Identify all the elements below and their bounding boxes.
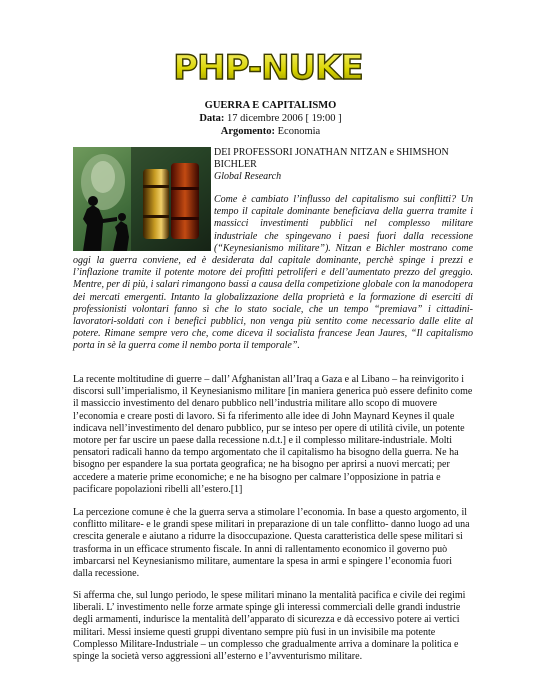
article-paragraph: Si afferma che, sul lungo periodo, le spese militari minano la mentalità pacifica e civile dei regimi liberali. L’ investimento nelle forze armate spinge gli interessi commerciali delle grandi industrie degli armamenti, indurisce la mentalità dell’apparato di sicurezza e dà eccessivo potere ai vertici militari. Messi insieme questi gruppi diventano sempre più fusi in un invisibile ma potente Complesso Militare-Industriale – un complesso che gradualmente arriva a dominare la politica e spinge la società verso aggressioni all’esterno e l’avventurismo militare.	[73, 590, 466, 663]
article-abstract: Come è cambiato l’influsso del capitalismo sui conflitti? Un tempo il capitale dominante beneficiava della guerra tramite i massicci investimenti pubblici nel complesso militare industriale che spingevano i paesi fuori dalla recessione (“Keynesianismo militare”). Nitzan e Bichler mostrano come oggi la guerra conviene, ed è desiderata dal capitale dominante, perchè spinge i prezzi e l’inflazione tramite il potente motore dei profitti petroliferi e dell’aumentato prezzo del greggio. Mentre, per di più, i salari rimangono bassi a causa della competizione globale con la manodopera dei mercati emergenti. Intanto la globalizzazione della proprietà e la formazione di eserciti di professionisti volontari fanno sì che lo stato sociale, che un tempo “premiava” i cittadini-lavoratori-soldati con i benefici pubblici, non venga più sentito come necessario dalle elite al potere. Rimane sempre vero che, come diceva il socialista francese Jean Jaures, “Il capitalismo porta in sè la guerra come il nembo porta il temporale”.	[73, 194, 473, 352]
article-byline	[214, 147, 474, 183]
article-paragraph: La recente moltitudine di guerre – dall’ Afghanistan all’Iraq a Gaza e al Libano – ha reinvigorito i discorsi sull’imperialismo, il Keynesianismo militare [in maniera generica può essere definito come il massiccio investimento del denaro pubblico nell’industria militare allo scopo di muovere l’economia e creare posti di lavoro. Si fa riferimento alle idee di John Maynard Keynes il quale indicava nell’investimento del denaro pubblico, pur se inteso per opere di utilità civile, un potente motore per far uscire un paese dalla recessione n.d.t.] e il complesso militare-industriale. Molti pensatori radicali hanno da tempo argomentato che il capitalismo ha bisogno della guerra. Ne ha bisogno per espandere la sua portata geografica; ne ha bisogno per aprirsi a nuovi mercati; per accedere a materie prime economiche; e ne ha bisogno per calmare l’opposizione in patria e pacificare popolazioni ribelli all’estero.[1]	[73, 374, 473, 495]
article-authors: DEI PROFESSORI JONATHAN NITZAN e SHIMSHON BICHLER	[214, 147, 449, 170]
article-paragraph: La percezione comune è che la guerra serva a stimolare l’economia. In base a questo argomento, il conflitto militare- e le grandi spese militari in preparazione di un tale conflitto- danno luogo ad una crescita generale e aiutano a ridurre la disoccupazione. Questa caratteristica delle spese militari si trasforma in un efficace strumento fiscale. In anni di rallentamento economico il governo può imbarcarsi nel Keynesianismo militare, aumentare la spesa in armi e spingere l’economia fuori dalla recessione.	[73, 507, 470, 580]
article-topic: Argomento: Economia	[220, 126, 321, 137]
php-nuke-logo	[170, 44, 366, 88]
article-source: Global Research	[214, 171, 282, 182]
article-title: GUERRA E CAPITALISMO	[204, 100, 337, 111]
article-date: Data: 17 dicembre 2006 [ 19:00 ]	[199, 113, 342, 124]
svg-text:PHP-NUKE: PHP-NUKE	[173, 48, 363, 88]
